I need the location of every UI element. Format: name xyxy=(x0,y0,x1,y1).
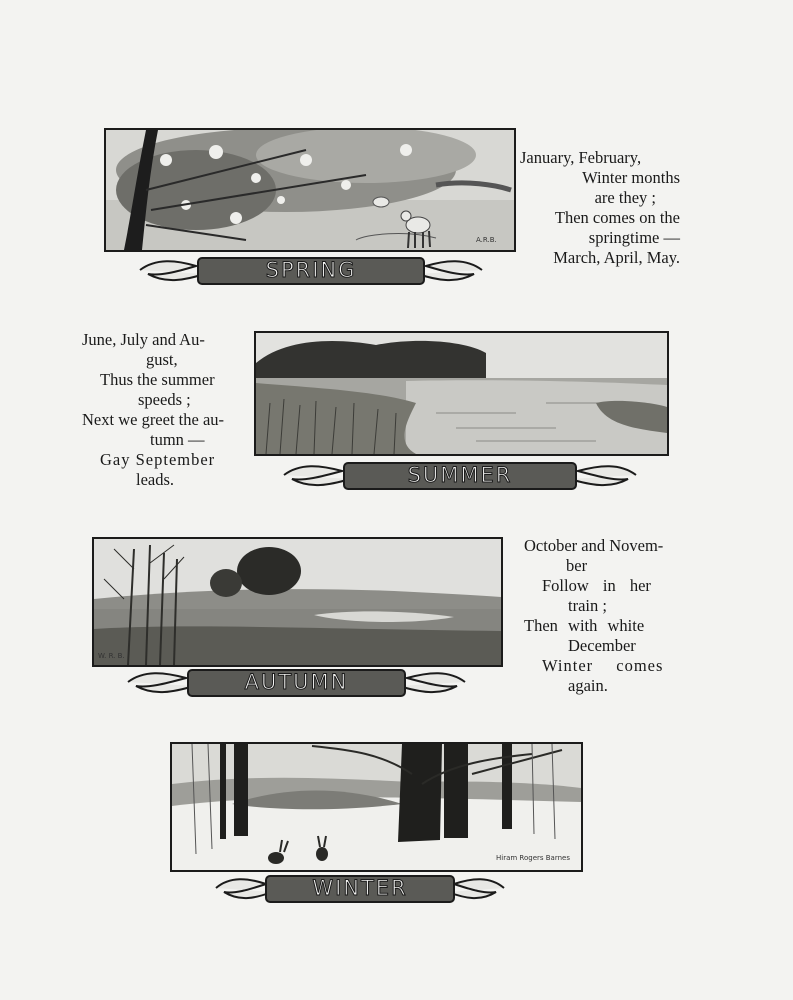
verse-line: Gay September xyxy=(100,450,216,469)
summer-illustration xyxy=(254,331,669,456)
verse-line: ber xyxy=(566,556,588,575)
summer-banner xyxy=(280,455,640,495)
autumn-illustration xyxy=(92,537,503,667)
summer-verse xyxy=(82,330,244,490)
verse-line: leads. xyxy=(136,470,175,489)
verse-line: Thus the summer xyxy=(100,370,215,389)
autumn-verse xyxy=(524,536,678,696)
autumn-artist-signature: W. R. B. xyxy=(98,652,125,660)
verse-line: Then with white xyxy=(524,616,645,635)
autumn-banner-label: AUTUMN xyxy=(244,670,349,694)
winter-banner-label: WINTER xyxy=(312,876,408,900)
autumn-banner xyxy=(124,662,469,702)
verse-line: Then comes on the xyxy=(554,208,680,227)
verse-line: speeds ; xyxy=(138,390,191,409)
summer-banner-label: SUMMER xyxy=(407,463,513,487)
verse-line: January, February, xyxy=(520,148,642,167)
verse-line: October and Novem- xyxy=(524,536,664,555)
verse-line: are they ; xyxy=(594,188,656,207)
verse-line: train ; xyxy=(568,596,607,615)
verse-line: December xyxy=(568,636,636,655)
verse-line: Next we greet the au- xyxy=(82,410,225,429)
verse-line: again. xyxy=(568,676,608,695)
spring-banner-label: SPRING xyxy=(265,258,357,282)
spring-illustration xyxy=(104,128,516,252)
verse-line: June, July and Au- xyxy=(82,330,205,349)
spring-verse xyxy=(520,148,680,268)
verse-line: Winter comes xyxy=(542,656,664,675)
verse-line: springtime — xyxy=(588,228,680,247)
verse-line: Winter months xyxy=(582,168,680,187)
winter-banner xyxy=(212,868,508,908)
verse-line: Follow in her xyxy=(542,576,651,595)
spring-banner xyxy=(136,250,486,290)
verse-line: March, April, May. xyxy=(553,248,680,267)
winter-illustration xyxy=(170,742,583,872)
verse-line: gust, xyxy=(146,350,178,369)
winter-artist-signature: Hiram Rogers Barnes xyxy=(496,854,570,862)
verse-line: tumn — xyxy=(150,430,205,449)
spring-artist-signature: A.R.B. xyxy=(476,236,497,244)
